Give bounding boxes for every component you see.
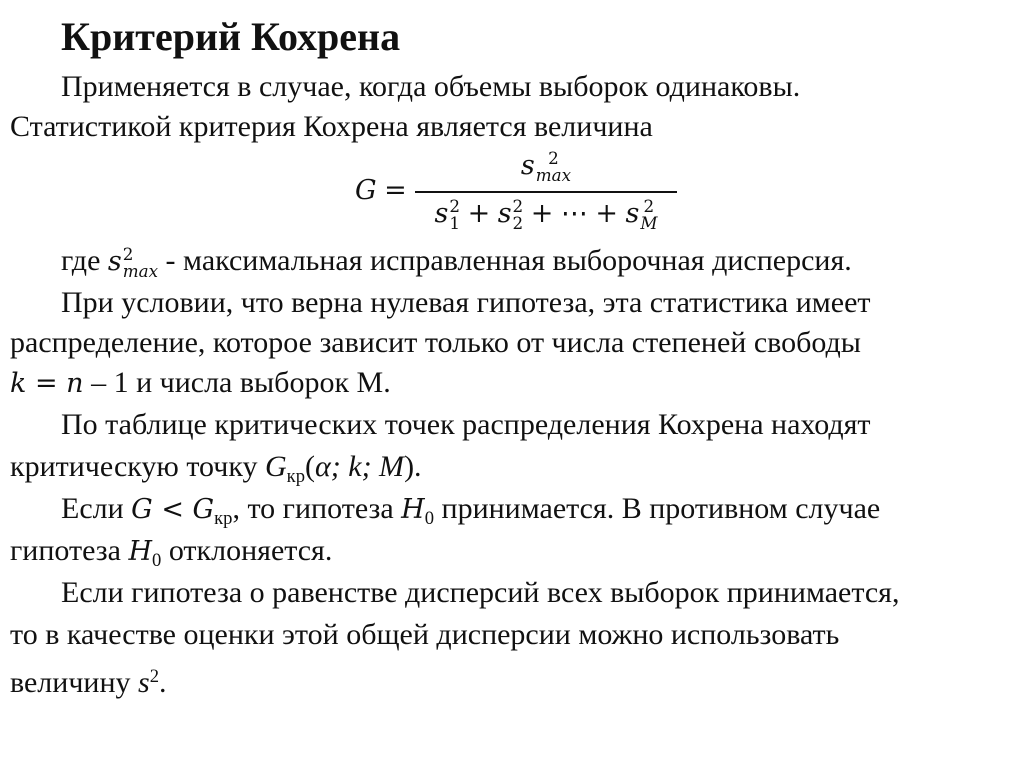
decision-line-1	[61, 492, 880, 536]
den-s2: s	[497, 198, 512, 229]
intro-line-1: Применяется в случае, когда объемы выборок одинаковы.	[61, 70, 801, 103]
h0-sub: 0	[424, 507, 435, 529]
n-symbol: n	[66, 368, 84, 399]
condition-line-3	[10, 366, 391, 401]
den-s1-sub: 1	[449, 213, 461, 234]
decision-middle: , то гипотеза	[232, 492, 402, 525]
den-plus-2: +	[530, 198, 554, 229]
formula-numerator	[415, 148, 677, 184]
den-s1-sup: 2	[449, 196, 461, 217]
den-sM-sup: 2	[643, 196, 655, 217]
k-symbol: k	[10, 368, 27, 399]
decision-gkr-sub: кр	[214, 507, 233, 529]
decision-post: принимается. В противном случае	[434, 492, 881, 525]
num-s-sup: 2	[548, 148, 559, 169]
condition-rest: и числа выборок М.	[128, 366, 391, 399]
den-s2-sub: 2	[512, 213, 524, 234]
estimate-line-3	[10, 660, 167, 700]
den-sM-sub: M	[640, 213, 658, 234]
where-prefix: где	[61, 244, 108, 277]
value-post: .	[159, 666, 167, 700]
condition-line-2: распределение, которое зависит только от числа степеней свободы	[10, 326, 861, 359]
formula-denominator	[415, 196, 677, 232]
den-s2-sup: 2	[512, 196, 524, 217]
critical-args: α; k; M	[315, 450, 405, 483]
den-s1: s	[434, 198, 449, 229]
value-prefix: величину	[10, 666, 139, 700]
where-s-sub: max	[122, 261, 159, 282]
estimate-line-1: Если гипотеза о равенстве дисперсий всех выборок принимается,	[61, 576, 900, 609]
den-dots: ⋯	[560, 198, 588, 229]
decision-gkr: G	[192, 494, 215, 525]
s-symbol: s	[138, 666, 150, 700]
formula-g-symbol: G	[355, 175, 377, 206]
den-sM: s	[625, 198, 640, 229]
decision-line-2	[10, 534, 332, 578]
den-plus-1: +	[467, 198, 491, 229]
h0-sub-2: 0	[152, 549, 162, 571]
where-description: - максимальная исправленная выборочная дисперсия.	[158, 244, 852, 277]
minus-one: – 1	[83, 366, 129, 399]
less-than: <	[152, 494, 193, 525]
estimate-line-2: то в качестве оценки этой общей дисперсии можно использовать	[10, 618, 840, 651]
hypothesis-prefix: гипотеза	[10, 534, 129, 567]
hypothesis-post: отклоняется.	[161, 534, 333, 567]
table-line-1: По таблице критических точек распределения Кохрена находят	[61, 408, 871, 441]
decision-prefix: Если	[61, 492, 132, 525]
where-s: s	[107, 246, 122, 277]
k-equals: =	[26, 368, 67, 399]
den-plus-3: +	[595, 198, 618, 229]
where-s-sup: 2	[122, 244, 134, 265]
open-paren: (	[305, 450, 316, 483]
num-s-sub: max	[535, 165, 572, 186]
h0-symbol: H	[401, 494, 425, 525]
page-title: Критерий Кохрена	[61, 14, 401, 59]
fraction-bar	[415, 191, 677, 193]
decision-g: G	[131, 494, 153, 525]
close-paren: ).	[404, 450, 422, 483]
critical-point-prefix: критическую точку	[10, 450, 265, 483]
num-s: s	[520, 150, 535, 181]
s-squared: 2	[149, 666, 160, 687]
formula-fraction	[415, 146, 677, 242]
h0-symbol-2: H	[128, 536, 153, 567]
g-critical: G	[265, 450, 287, 483]
condition-line-1: При условии, что верна нулевая гипотеза, эта статистика имеет	[61, 286, 871, 319]
intro-line-2: Статистикой критерия Кохрена является величина	[10, 110, 653, 143]
formula-lhs	[355, 173, 407, 208]
g-critical-sub: кр	[286, 465, 306, 487]
table-line-2	[10, 450, 422, 494]
where-line	[61, 244, 852, 280]
formula-equals: =	[384, 175, 407, 206]
